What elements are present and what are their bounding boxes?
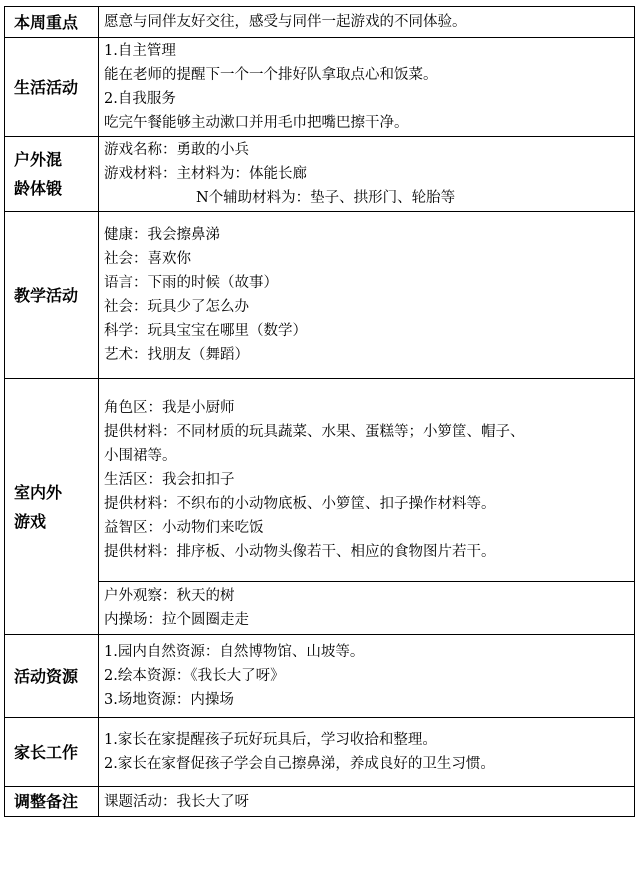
text-line: 艺术：找朋友（舞蹈）: [104, 347, 249, 363]
content-adjustment-notes: [99, 787, 635, 817]
text-line: 小围裙等。: [104, 448, 177, 464]
text-line: 户外观察：秋天的树: [104, 588, 235, 604]
content-life-activities: [99, 38, 635, 137]
text-line: 游戏名称：勇敢的小兵: [104, 142, 249, 158]
text-line: 课题活动：我长大了呀: [104, 793, 249, 810]
content-games-indoor: [99, 379, 635, 582]
text-line: 3.场地资源：内操场: [104, 692, 234, 708]
row-weekly-focus: [5, 7, 635, 38]
text-line: 吃完午餐能够主动漱口并用毛巾把嘴巴擦干净。: [104, 115, 409, 131]
label-outdoor-exercise: [5, 137, 99, 212]
text-line: 提供材料：排序板、小动物头像若干、相应的食物图片若干。: [104, 544, 496, 560]
content-games-outdoor: [99, 582, 635, 635]
text-line: 生活区：我会扣扣子: [104, 472, 235, 488]
text-line: 健康：我会擦鼻涕: [104, 227, 220, 243]
text-line: 提供材料：不织布的小动物底板、小箩筐、扣子操作材料等。: [104, 496, 496, 512]
row-adjustment-notes: [5, 787, 635, 817]
text-line: 角色区：我是小厨师: [104, 400, 235, 416]
label-line: 户外混: [14, 150, 63, 169]
text-line: 2.自我服务: [104, 91, 176, 107]
text-line: 1.园内自然资源：自然博物馆、山坡等。: [104, 644, 365, 660]
content-activity-resources: [99, 635, 635, 718]
label-weekly-focus: 本周重点: [5, 7, 99, 38]
text-line: 2.绘本资源：《我长大了呀》: [104, 668, 285, 684]
row-parent-work: [5, 718, 635, 787]
text-line: N个辅助材料为：垫子、拱形门、轮胎等: [196, 190, 456, 206]
content-weekly-focus: [99, 7, 635, 38]
label-activity-resources: 活动资源: [5, 635, 99, 718]
text-line: 2.家长在家督促孩子学会自己擦鼻涕，养成良好的卫生习惯。: [104, 756, 495, 772]
text-line: 游戏材料：主材料为：体能长廊: [104, 166, 307, 182]
label-line: 龄体锻: [14, 179, 63, 198]
text-line: 社会：玩具少了怎么办: [104, 299, 249, 315]
row-games-indoor: [5, 379, 635, 582]
content-teaching-activities: [99, 212, 635, 379]
text-line: 1.自主管理: [104, 43, 176, 59]
text-line: 提供材料：不同材质的玩具蔬菜、水果、蛋糕等；小箩筐、帽子、: [104, 424, 525, 440]
text-line: 语言：下雨的时候（故事）: [104, 275, 278, 291]
row-life-activities: [5, 38, 635, 137]
label-line: 游戏: [14, 511, 47, 531]
label-games: [5, 379, 99, 635]
row-activity-resources: [5, 635, 635, 718]
text-line: 能在老师的提醒下一个一个排好队拿取点心和饭菜。: [104, 67, 438, 83]
text-line: 科学：玩具宝宝在哪里（数学）: [104, 323, 307, 339]
label-line: 室内外: [14, 482, 63, 502]
text-line: 益智区：小动物们来吃饭: [104, 520, 264, 536]
label-teaching-activities: 教学活动: [5, 212, 99, 379]
label-parent-work: 家长工作: [5, 718, 99, 787]
text-line: 社会：喜欢你: [104, 251, 191, 267]
label-adjustment-notes: 调整备注: [5, 787, 99, 817]
text-line: 1.家长在家提醒孩子玩好玩具后，学习收拾和整理。: [104, 732, 437, 748]
weekly-plan-table: [4, 6, 635, 817]
text-line: 愿意与同伴友好交往，感受与同伴一起游戏的不同体验。: [104, 14, 467, 30]
label-life-activities: 生活活动: [5, 38, 99, 137]
content-parent-work: [99, 718, 635, 787]
row-teaching-activities: [5, 212, 635, 379]
text-line: 内操场：拉个圆圈走走: [104, 612, 249, 628]
content-outdoor-exercise: [99, 137, 635, 212]
row-outdoor-exercise: [5, 137, 635, 212]
row-games-outdoor: [5, 582, 635, 635]
